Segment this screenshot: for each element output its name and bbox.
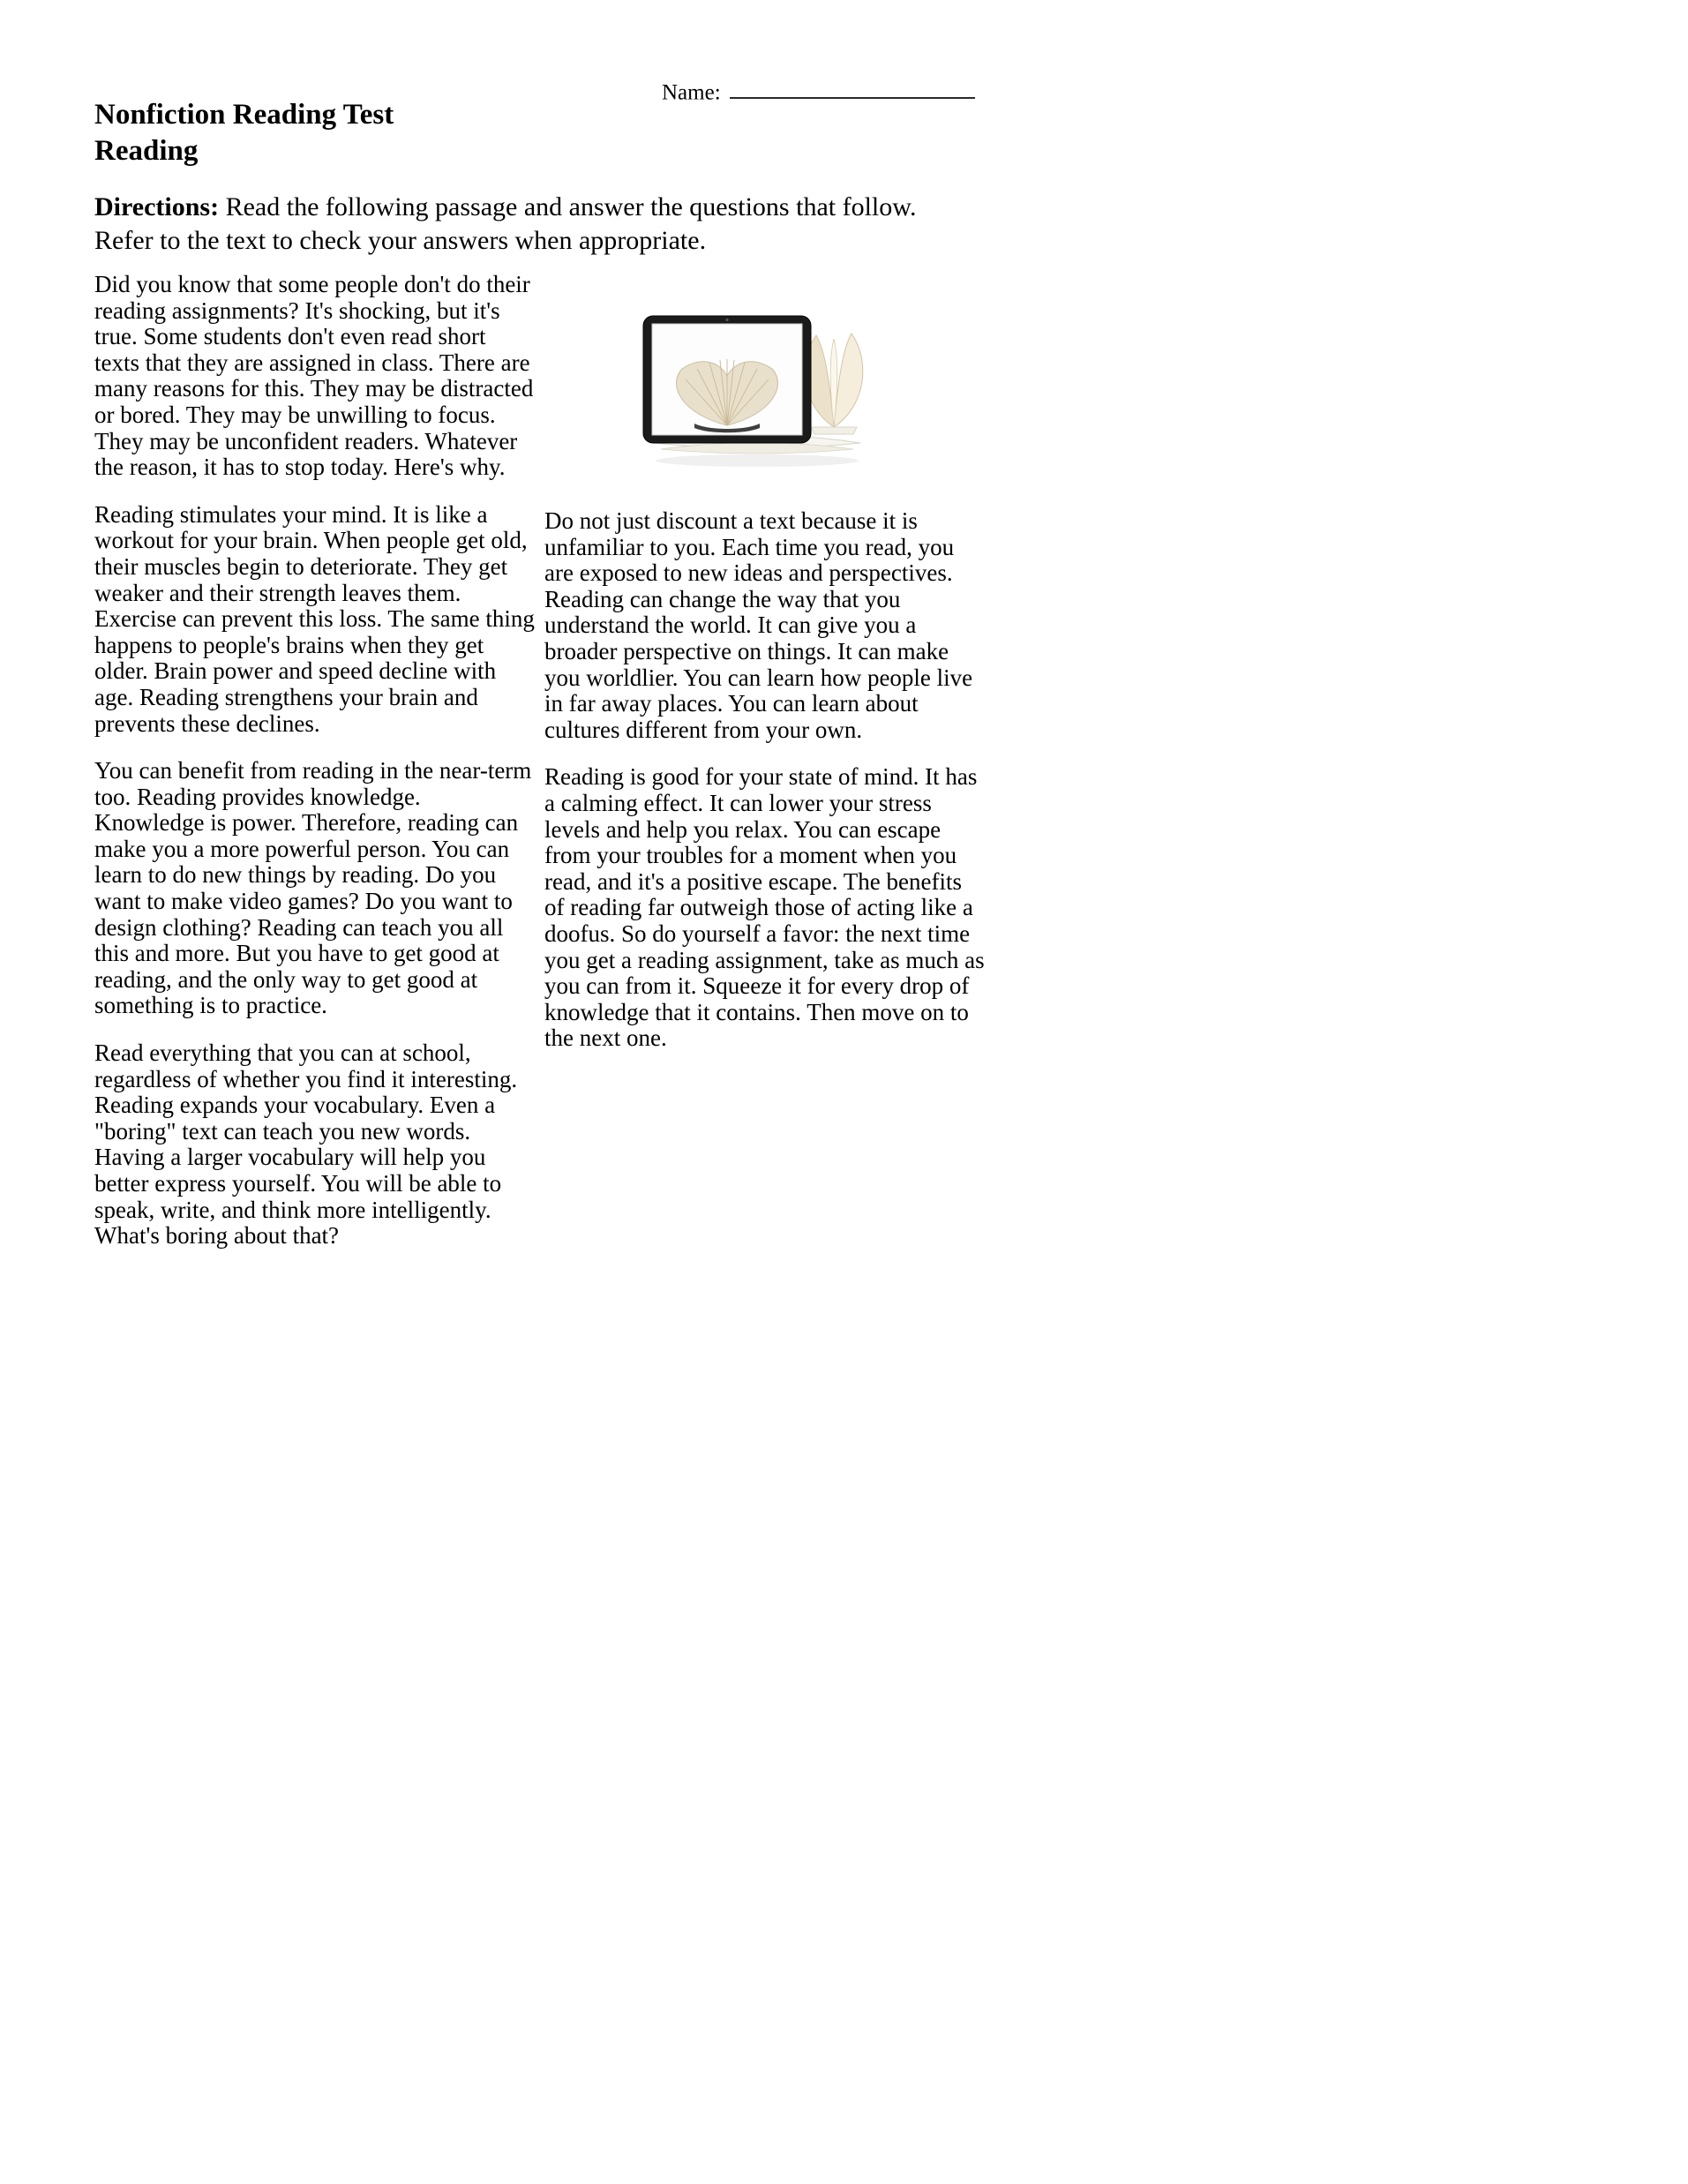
directions-text: Read the following passage and answer the questions that follow. Refer to the text to check your answers when appropriate. xyxy=(94,192,917,255)
passage-paragraph-5: Do not just discount a text because it is unfamiliar to you. Each time you read, you are exposed to new ideas and perspectives. Reading can change the way that you understand the world. It can give you a broader perspective on things. It can make you worldlier. You can learn how people live in far away places. You can learn about cultures different from your own. xyxy=(544,507,973,743)
passage-paragraph-3: You can benefit from reading in the near-term too. Reading provides knowledge. Knowledge is power. Therefore, reading can make you a more powerful person. You can learn to do new things by reading. Do you want to make video games? Do you want to design clothing? Reading can teach you all this and more. But you have to get good at reading, and the only way to get good at something is to practice. xyxy=(94,757,532,1019)
title-line-2: Reading xyxy=(94,135,199,167)
passage-right-column xyxy=(544,272,986,1073)
title-line-1: Nonfiction Reading Test xyxy=(94,99,394,131)
passage-paragraph-4: Read everything that you can at school, regardless of whether you find it interesting. Reading expands your vocabulary. Even a "boring" text can teach you new words. Having a larger vocabulary will help you better express yourself. You will be able to speak, write, and think more intelligently. What's boring about that? xyxy=(94,1039,518,1250)
directions-label: Directions: xyxy=(94,192,220,221)
passage-paragraph-1: Did you know that some people don't do their reading assignments? It's shocking, but it's true. Some students don't even read short texts that they are assigned in class. There are many reasons for this. They may be distracted or bored. They may be unwilling to focus. They may be unconfident readers. Whatever the reason, it has to stop today. Here's why. xyxy=(94,271,534,481)
page-title xyxy=(94,97,394,169)
passage-paragraph-2: Reading stimulates your mind. It is like a workout for your brain. When people get old, their muscles begin to deteriorate. They get weaker and their strength leaves them. Exercise can prevent this loss. The same thing happens to people's brains when they get older. Brain power and speed decline with age. Reading strengthens your brain and prevents these declines. xyxy=(94,500,535,737)
tablet-books-photo xyxy=(629,295,876,471)
passage-paragraph-6: Reading is good for your state of mind. It has a calming effect. It can lower your stress levels and help you relax. You can escape from your troubles for a moment when you read, and it's a positive escape. The benefits of reading far outweigh those of acting like a doofus. So do yourself a favor: the next time you get a reading assignment, take as much as you can from it. Squeeze it for every drop of knowledge that it contains. Then move on to the next one. xyxy=(544,763,985,1052)
passage-left-column xyxy=(94,272,536,1271)
name-blank-underline xyxy=(730,76,975,99)
directions xyxy=(94,191,977,258)
name-line xyxy=(662,76,975,105)
standing-book xyxy=(805,334,863,434)
tablet-books-illustration xyxy=(629,295,876,471)
name-label: Name: xyxy=(662,80,721,105)
